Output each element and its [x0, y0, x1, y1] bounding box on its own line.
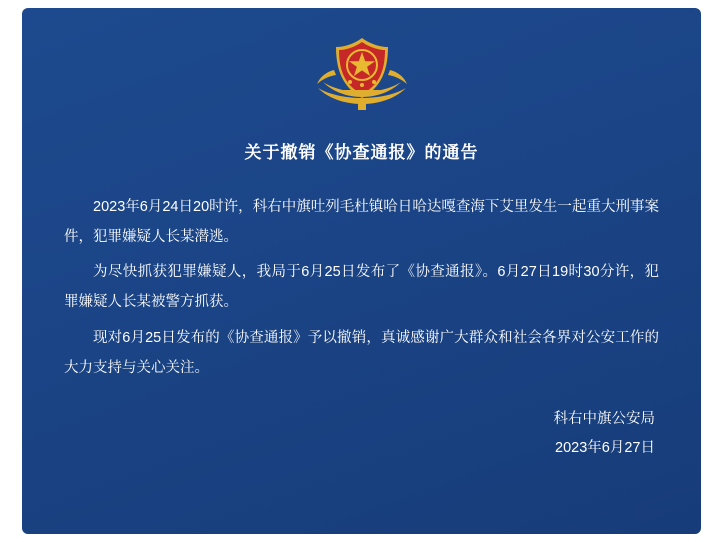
paragraph-3: 现对6月25日发布的《协查通报》予以撤销，真诚感谢广大群众和社会各界对公安工作的大力支持与关心关注。 [64, 329, 659, 376]
signature-organization: 科右中旗公安局 [553, 411, 655, 428]
notice-body [64, 193, 659, 383]
page-title: 关于撤销《协查通报》的通告 [244, 143, 479, 162]
paragraph-1: 2023年6月24日20时许，科右中旗吐列毛杜镇哈日哈达嘎查海下艾里发生一起重大刑事案件，犯罪嫌疑人长某潜逃。 [64, 199, 659, 245]
emblem-container [22, 8, 701, 116]
police-emblem-icon [314, 32, 410, 116]
paragraph-2: 为尽快抓获犯罪嫌疑人，我局于6月25日发布了《协查通报》。6月27日19时30分许，犯罪嫌疑人长某被警方抓获。 [64, 264, 659, 311]
notice-card [22, 8, 701, 534]
signature-block [554, 405, 656, 462]
signature-date: 2023年6月27日 [555, 439, 655, 456]
